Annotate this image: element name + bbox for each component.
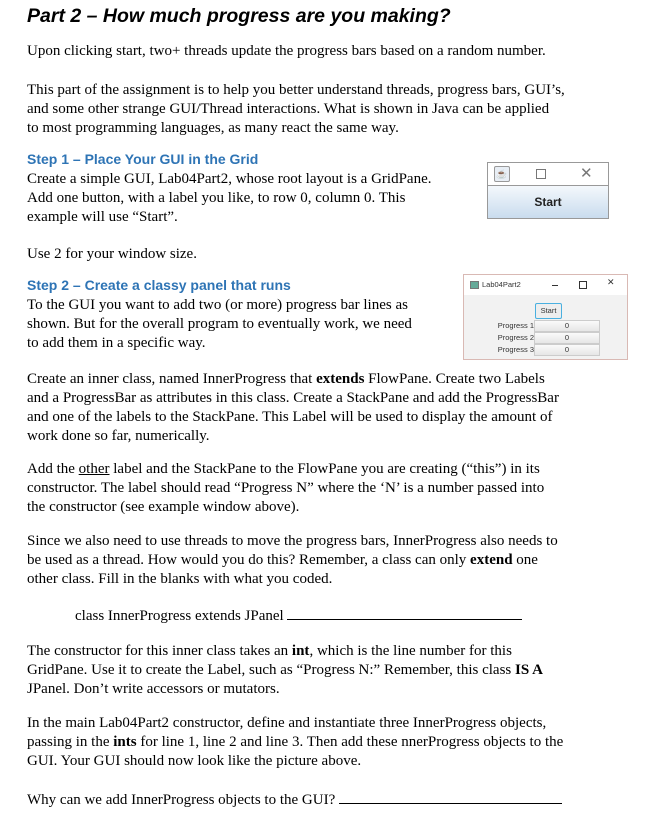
paragraph	[27, 460, 544, 517]
progress-label-2: Progress 2	[497, 333, 534, 342]
text: GUI. Your GUI should now look like the picture above.	[27, 753, 362, 769]
text-line	[27, 296, 412, 315]
answer-blank[interactable]	[287, 605, 522, 620]
title-bar	[464, 275, 627, 295]
answer-blank[interactable]	[339, 789, 562, 804]
paragraph	[27, 532, 558, 589]
maximize-icon[interactable]	[579, 281, 587, 289]
progress-bar-2: 0	[534, 332, 600, 344]
text: , which is the line number for this	[309, 643, 512, 659]
progress-label-3: Progress 3	[497, 345, 534, 354]
paragraph	[27, 150, 432, 227]
paragraph	[27, 276, 412, 353]
start-button[interactable]: Start	[488, 185, 608, 218]
text-line	[27, 334, 412, 353]
text: class InnerProgress extends JPanel	[75, 608, 288, 624]
paragraph	[75, 605, 522, 626]
text: label and the StackPane to the FlowPane you are creating (“this”) in its	[109, 461, 540, 477]
text-line	[27, 315, 412, 334]
text-line	[27, 389, 559, 408]
text: passing in the	[27, 734, 114, 750]
text-line	[27, 642, 543, 661]
text: Use 2 for your window size.	[27, 246, 197, 262]
text-line	[27, 245, 197, 264]
example-window-1	[487, 162, 609, 219]
text: shown. But for the overall program to eventually work, we need	[27, 316, 412, 332]
text-line	[27, 661, 543, 680]
text-line	[27, 100, 565, 119]
window-title: Lab04Part2	[482, 280, 521, 289]
text-line	[27, 532, 558, 551]
text: Add the	[27, 461, 79, 477]
text: to most programming languages, as many react the same way.	[27, 120, 399, 136]
step-heading: Step 1 – Place Your GUI in the Grid	[27, 151, 259, 167]
example-window-2	[463, 274, 628, 360]
progress-bar-1: 0	[534, 320, 600, 332]
app-icon	[470, 281, 479, 289]
section-title: Part 2 – How much progress are you making?	[27, 5, 451, 27]
text: GridPane. Use it to create the Label, such as “Progress N:” Remember, this class	[27, 662, 516, 678]
text-line	[27, 714, 563, 733]
close-icon[interactable]: ✕	[607, 278, 615, 288]
paragraph	[27, 714, 563, 771]
text: Upon clicking start, two+ threads update the progress bars based on a random number.	[27, 43, 546, 59]
text: constructor. The label should read “Progress N” where the ‘N’ is a number passed into	[27, 480, 545, 496]
text-line	[27, 498, 544, 517]
bold-text: extends	[316, 371, 365, 387]
text-line	[27, 42, 546, 61]
text: to add them in a specific way.	[27, 335, 206, 351]
text: JPanel. Don’t write accessors or mutators.	[27, 681, 280, 697]
text-line	[27, 150, 432, 170]
text-line	[27, 479, 544, 498]
text-line	[27, 81, 565, 100]
text: and a ProgressBar as attributes in this class. Create a StackPane and add the ProgressBar	[27, 390, 559, 406]
text: Add one button, with a label you like, to row 0, column 0. This	[27, 190, 406, 206]
text: This part of the assignment is to help you better understand threads, progress bars, GUI’s,	[27, 82, 565, 98]
title-bar	[488, 163, 608, 185]
progress-bar-3: 0	[534, 344, 600, 356]
paragraph	[27, 245, 197, 264]
text-line	[27, 170, 432, 189]
text: The constructor for this inner class takes an	[27, 643, 292, 659]
text: Create an inner class, named InnerProgress that	[27, 371, 317, 387]
text: other class. Fill in the blanks with what you coded.	[27, 571, 333, 587]
text: To the GUI you want to add two (or more) progress bar lines as	[27, 297, 408, 313]
text-line	[27, 208, 432, 227]
text-line	[27, 370, 559, 389]
text: In the main Lab04Part2 constructor, define and instantiate three InnerProgress objects,	[27, 715, 547, 731]
text-line	[27, 408, 559, 427]
step-heading: Step 2 – Create a classy panel that runs	[27, 277, 291, 293]
text-line	[27, 789, 562, 810]
text: Why can we add InnerProgress objects to the GUI?	[27, 792, 339, 808]
text: the constructor (see example window above).	[27, 499, 300, 515]
text-line	[75, 605, 522, 626]
text: Since we also need to use threads to move the progress bars, InnerProgress also needs to	[27, 533, 558, 549]
bold-text: extend	[470, 552, 513, 568]
start-button[interactable]: Start	[535, 303, 562, 319]
text-line	[27, 680, 543, 699]
text: Create a simple GUI, Lab04Part2, whose root layout is a GridPane.	[27, 171, 432, 187]
maximize-icon[interactable]	[536, 169, 546, 179]
text-line	[27, 570, 558, 589]
text-line	[27, 276, 412, 296]
paragraph	[27, 789, 562, 810]
text-line	[27, 551, 558, 570]
text-line	[27, 427, 559, 446]
text-line	[27, 733, 563, 752]
text: FlowPane. Create two Labels	[364, 371, 545, 387]
bold-text: IS A	[515, 662, 543, 678]
text: be used as a thread. How would you do this? Remember, a class can only	[27, 552, 471, 568]
text: work done so far, numerically.	[27, 428, 210, 444]
text: for line 1, line 2 and line 3. Then add these nnerProgress objects to the	[136, 734, 564, 750]
bold-text: ints	[113, 734, 137, 750]
text-line	[27, 189, 432, 208]
underlined-text: other	[78, 461, 110, 477]
text: and one of the labels to the StackPane. This Label will be used to display the amount of	[27, 409, 553, 425]
text: one	[512, 552, 538, 568]
java-icon: ☕	[494, 166, 510, 182]
text-line	[27, 460, 544, 479]
minimize-icon[interactable]	[552, 285, 558, 286]
paragraph	[27, 42, 546, 61]
bold-text: int	[291, 643, 310, 659]
progress-label-1: Progress 1	[497, 321, 534, 330]
paragraph	[27, 81, 565, 138]
text: example will use “Start”.	[27, 209, 178, 225]
text-line	[27, 119, 565, 138]
text: and some other strange GUI/Thread interactions. What is shown in Java can be applied	[27, 101, 550, 117]
close-icon[interactable]: ✕	[580, 164, 593, 182]
paragraph	[27, 370, 559, 446]
paragraph	[27, 642, 543, 699]
text-line	[27, 752, 563, 771]
